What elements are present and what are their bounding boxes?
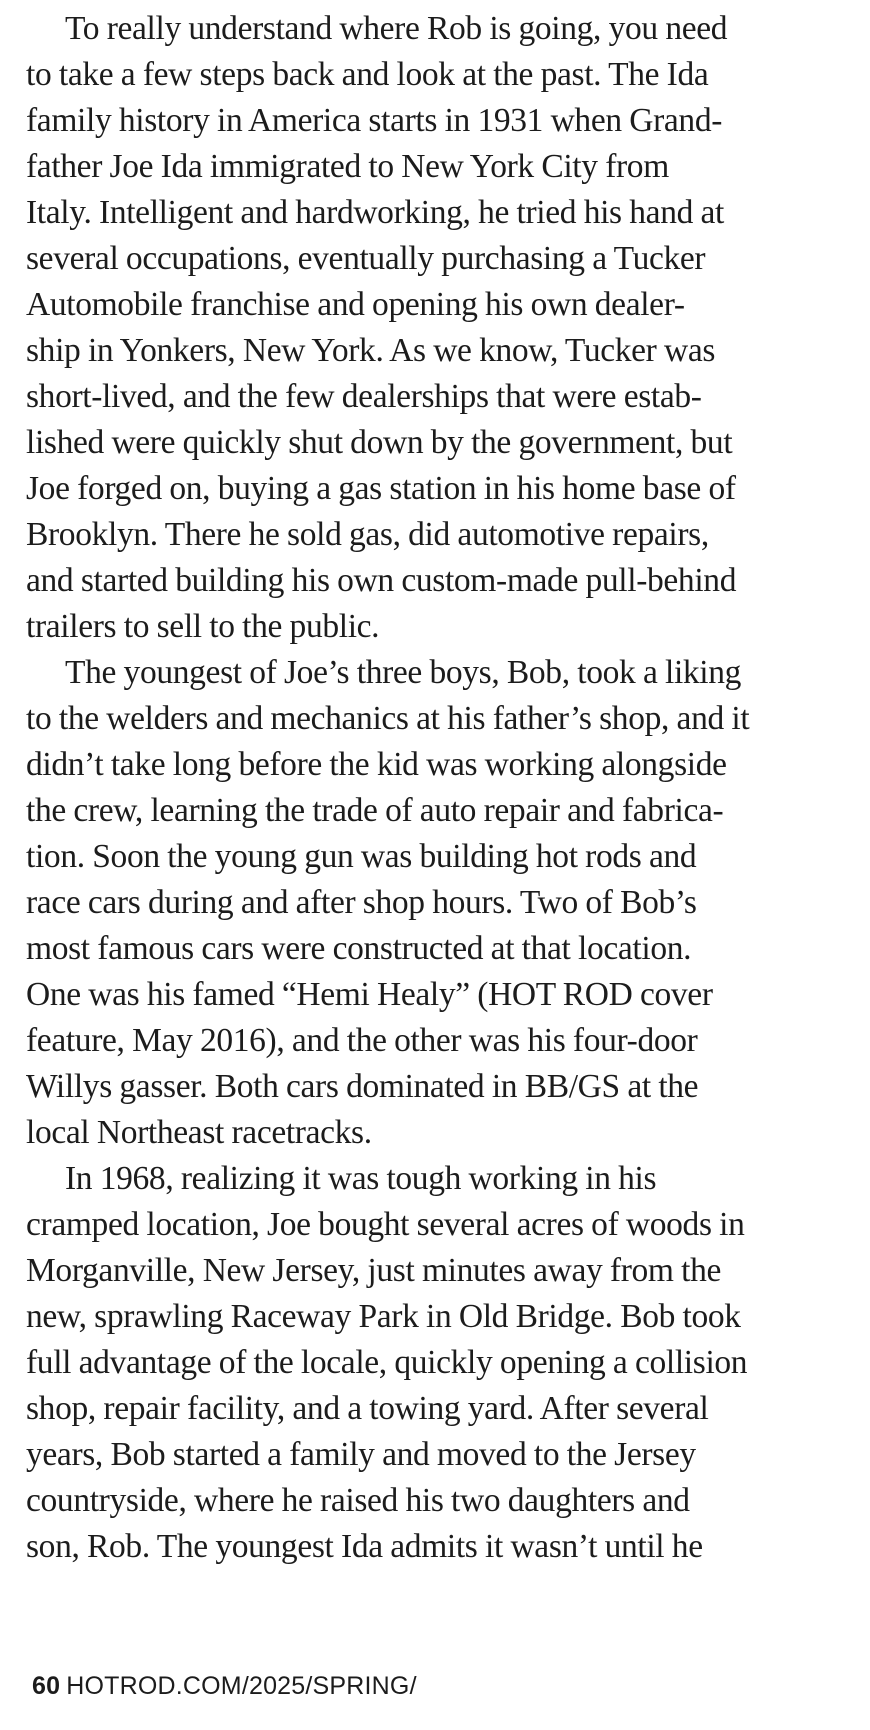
text-line: to the welders and mechanics at his father’s shop, and it <box>26 700 750 737</box>
text-line: several occupations, eventually purchasing a Tucker <box>26 240 706 277</box>
text-line: Morganville, New Jersey, just minutes away from the <box>26 1252 722 1289</box>
text-line: Automobile franchise and opening his own dealer- <box>26 286 685 323</box>
article-page <box>26 6 870 1570</box>
text-line: short-lived, and the few dealerships that were estab- <box>26 378 702 415</box>
text-line: cramped location, Joe bought several acres of woods in <box>26 1206 745 1243</box>
text-line: trailers to sell to the public. <box>26 608 380 645</box>
text-line: and started building his own custom-made pull-behind <box>26 562 737 599</box>
text-line: Joe forged on, buying a gas station in his home base of <box>26 470 736 507</box>
text-line: race cars during and after shop hours. Two of Bob’s <box>26 884 697 921</box>
text-line: To really understand where Rob is going, you need <box>65 10 728 47</box>
paragraph-3 <box>26 1156 870 1570</box>
text-line: most famous cars were constructed at that location. <box>26 930 692 967</box>
text-line: One was his famed “Hemi Healy” (HOT ROD cover <box>26 976 713 1013</box>
text-line: countryside, where he raised his two daughters and <box>26 1482 690 1519</box>
text-line: tion. Soon the young gun was building hot rods and <box>26 838 697 875</box>
text-line: father Joe Ida immigrated to New York City from <box>26 148 669 185</box>
text-line: to take a few steps back and look at the past. The Ida <box>26 56 709 93</box>
footer-url: HOTROD.COM/2025/SPRING/ <box>66 1672 417 1700</box>
text-line: The youngest of Joe’s three boys, Bob, took a liking <box>65 654 742 691</box>
page-number: 60 <box>32 1672 61 1700</box>
text-line: son, Rob. The youngest Ida admits it wasn’t until he <box>26 1528 703 1565</box>
paragraph-1 <box>26 6 870 650</box>
text-line: In 1968, realizing it was tough working in his <box>65 1160 657 1197</box>
text-line: shop, repair facility, and a towing yard. After several <box>26 1390 709 1427</box>
text-line: lished were quickly shut down by the government, but <box>26 424 733 461</box>
text-line: Brooklyn. There he sold gas, did automotive repairs, <box>26 516 709 553</box>
text-line: family history in America starts in 1931 when Grand- <box>26 102 723 139</box>
text-line: years, Bob started a family and moved to the Jersey <box>26 1436 696 1473</box>
text-line: full advantage of the locale, quickly opening a collision <box>26 1344 748 1381</box>
text-line: Italy. Intelligent and hardworking, he tried his hand at <box>26 194 724 231</box>
text-line: local Northeast racetracks. <box>26 1114 372 1151</box>
page-footer <box>32 1672 417 1701</box>
text-line: Willys gasser. Both cars dominated in BB/GS at the <box>26 1068 699 1105</box>
text-line: new, sprawling Raceway Park in Old Bridge. Bob took <box>26 1298 741 1335</box>
text-line: ship in Yonkers, New York. As we know, Tucker was <box>26 332 716 369</box>
article-body <box>26 6 870 1570</box>
text-line: didn’t take long before the kid was working alongside <box>26 746 727 783</box>
text-line: feature, May 2016), and the other was his four-door <box>26 1022 698 1059</box>
paragraph-2 <box>26 650 870 1156</box>
text-line: the crew, learning the trade of auto repair and fabrica- <box>26 792 724 829</box>
